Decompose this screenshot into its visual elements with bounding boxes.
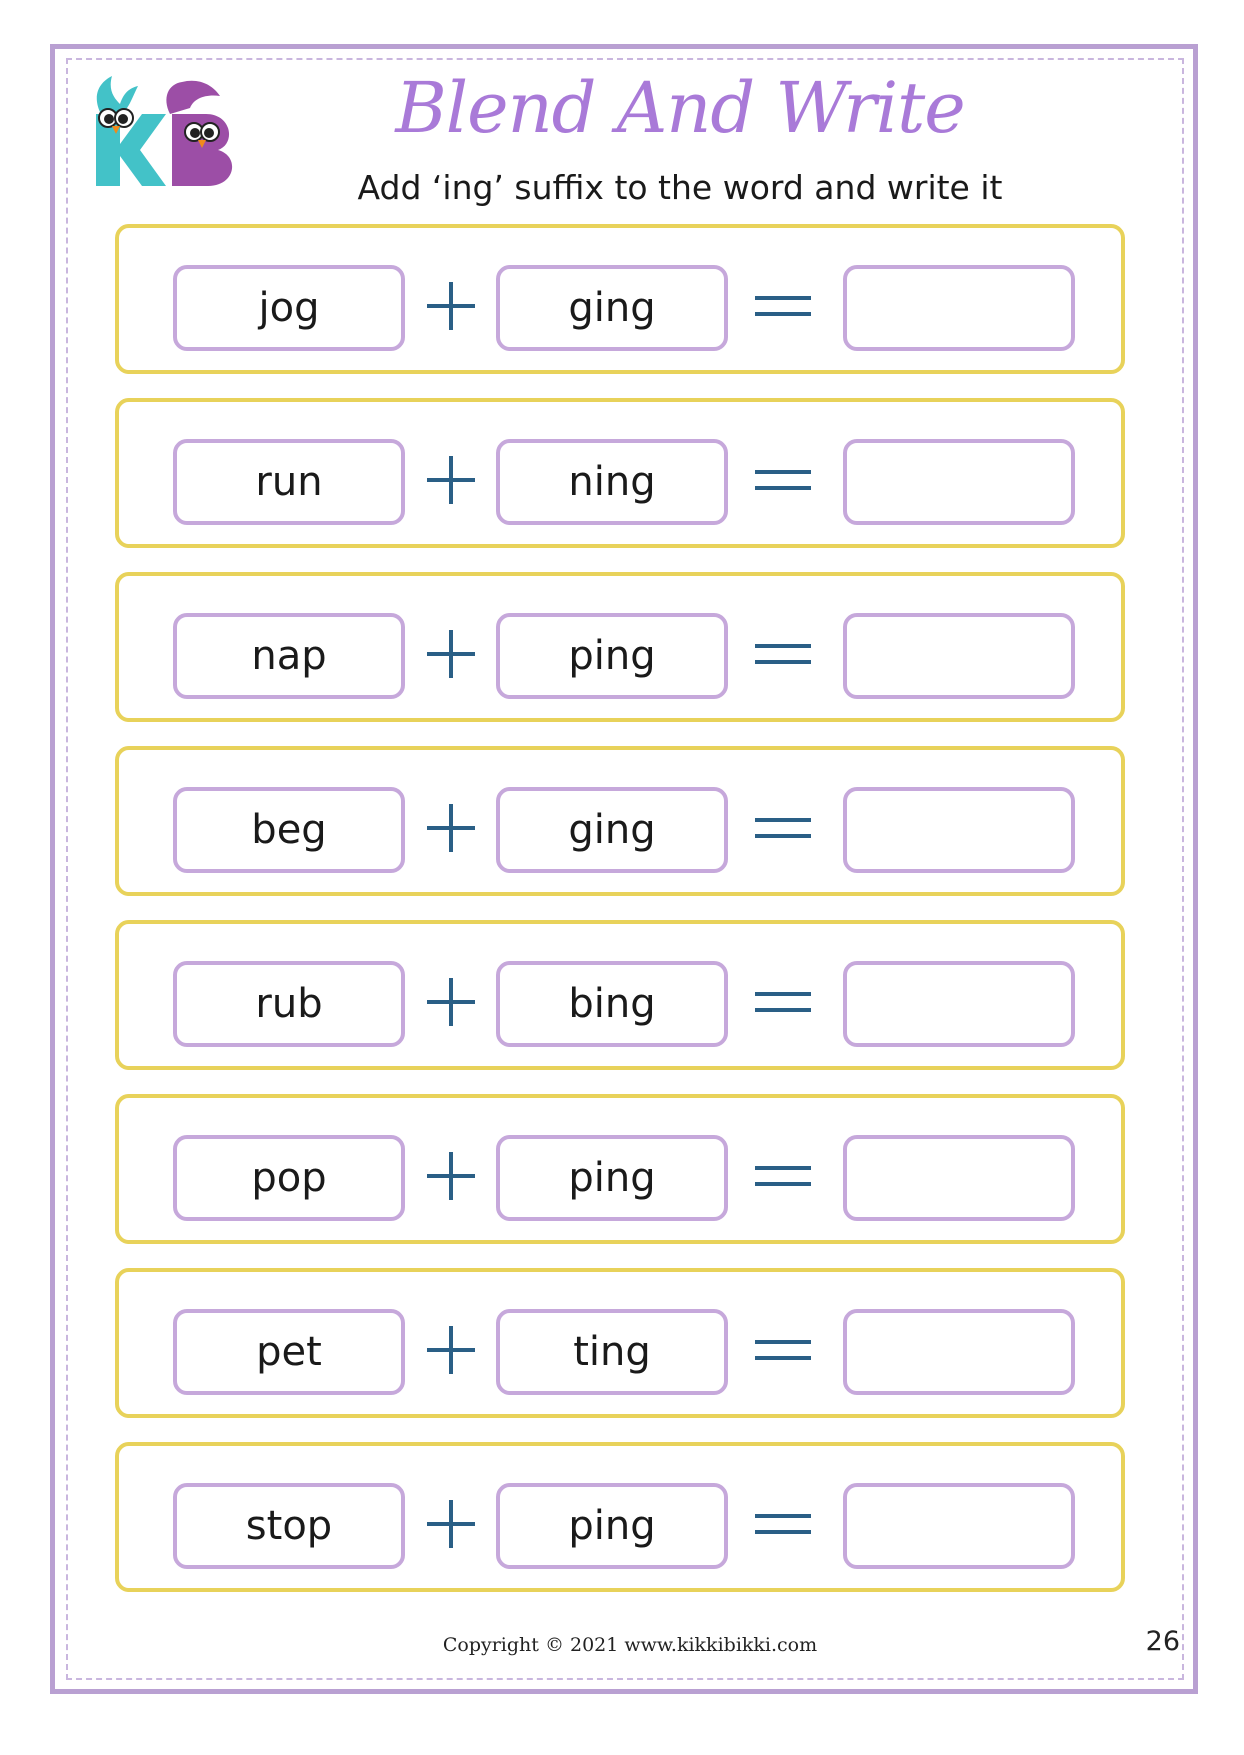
exercise-row (115, 746, 1125, 896)
equals-icon (753, 798, 813, 858)
equals-icon (753, 624, 813, 684)
base-word-box: jog (173, 265, 405, 351)
equals-icon (753, 972, 813, 1032)
answer-box[interactable] (843, 613, 1075, 699)
suffix-box: ning (496, 439, 728, 525)
exercise-row (115, 1094, 1125, 1244)
answer-box[interactable] (843, 439, 1075, 525)
instructions: Add ‘ing’ suffix to the word and write it (357, 168, 1003, 207)
answer-box[interactable] (843, 1309, 1075, 1395)
plus-icon (421, 450, 481, 510)
answer-box[interactable] (843, 961, 1075, 1047)
exercise-row (115, 572, 1125, 722)
suffix-box: ping (496, 613, 728, 699)
plus-icon (421, 1320, 481, 1380)
suffix-box: ging (496, 265, 728, 351)
suffix-box: ping (496, 1135, 728, 1221)
plus-icon (421, 624, 481, 684)
plus-icon (421, 1494, 481, 1554)
page-number: 26 (1145, 1626, 1180, 1657)
base-word-box: stop (173, 1483, 405, 1569)
equals-icon (753, 1146, 813, 1206)
exercise-row (115, 920, 1125, 1070)
plus-icon (421, 276, 481, 336)
suffix-box: ging (496, 787, 728, 873)
answer-box[interactable] (843, 1483, 1075, 1569)
answer-box[interactable] (843, 265, 1075, 351)
answer-box[interactable] (843, 1135, 1075, 1221)
equals-icon (753, 276, 813, 336)
plus-icon (421, 972, 481, 1032)
copyright-text: Copyright © 2021 www.kikkibikki.com (442, 1634, 818, 1656)
plus-icon (421, 1146, 481, 1206)
equals-icon (753, 1494, 813, 1554)
equals-icon (753, 450, 813, 510)
base-word-box: rub (173, 961, 405, 1047)
exercise-row (115, 224, 1125, 374)
exercise-row (115, 398, 1125, 548)
suffix-box: ping (496, 1483, 728, 1569)
suffix-box: ting (496, 1309, 728, 1395)
suffix-box: bing (496, 961, 728, 1047)
equals-icon (753, 1320, 813, 1380)
page-title: Blend And Write (395, 67, 965, 149)
base-word-box: beg (173, 787, 405, 873)
exercise-row (115, 1442, 1125, 1592)
exercise-row (115, 1268, 1125, 1418)
base-word-box: pop (173, 1135, 405, 1221)
base-word-box: pet (173, 1309, 405, 1395)
exercise-list (115, 224, 1125, 1616)
plus-icon (421, 798, 481, 858)
answer-box[interactable] (843, 787, 1075, 873)
kb-mascot-logo-icon (86, 74, 250, 214)
base-word-box: run (173, 439, 405, 525)
base-word-box: nap (173, 613, 405, 699)
